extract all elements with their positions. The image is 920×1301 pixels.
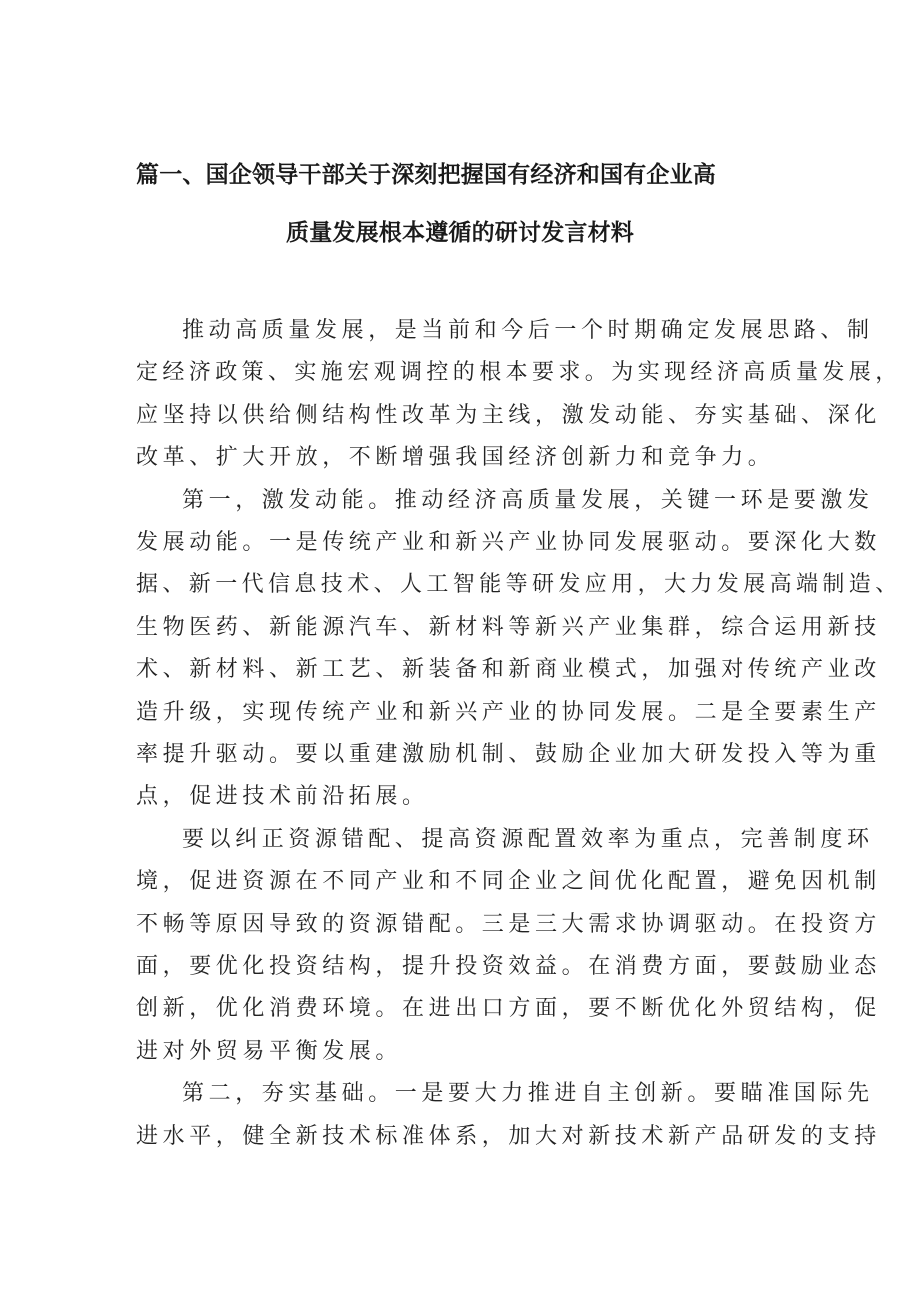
paragraph-line: 进水平，健全新技术标准体系，加大对新技术新产品研发的支持 bbox=[136, 1124, 881, 1149]
paragraph-line: 术、新材料、新工艺、新装备和新商业模式，加强对传统产业改 bbox=[136, 657, 881, 682]
paragraph-line: 定经济政策、实施宏观调控的根本要求。为实现经济高质量发展， bbox=[136, 360, 902, 385]
paragraph-line: 率提升驱动。要以重建激励机制、鼓励企业加大研发投入等为重 bbox=[136, 742, 881, 767]
paragraph-line: 面，要优化投资结构，提升投资效益。在消费方面，要鼓励业态 bbox=[136, 954, 881, 979]
document-title-line-2: 质量发展根本遵循的研讨发言材料 bbox=[286, 220, 634, 246]
paragraph-line: 不畅等原因导致的资源错配。三是三大需求协调驱动。在投资方 bbox=[136, 912, 881, 937]
paragraph-line: 改革、扩大开放，不断增强我国经济创新力和竞争力。 bbox=[136, 445, 775, 470]
paragraph-line: 应坚持以供给侧结构性改革为主线，激发动能、夯实基础、深化 bbox=[136, 403, 881, 428]
paragraph-line: 推动高质量发展，是当前和今后一个时期确定发展思路、制 bbox=[182, 318, 874, 343]
paragraph-line: 据、新一代信息技术、人工智能等研发应用，大力发展高端制造、 bbox=[136, 572, 902, 597]
paragraph-line: 点，促进技术前沿拓展。 bbox=[136, 784, 429, 809]
paragraph-line: 发展动能。一是传统产业和新兴产业协同发展驱动。要深化大数 bbox=[136, 530, 881, 555]
document-title-line-1: 篇一、国企领导干部关于深刻把握国有经济和国有企业高 bbox=[136, 162, 716, 188]
paragraph-line: 创新，优化消费环境。在进出口方面，要不断优化外贸结构，促 bbox=[136, 996, 881, 1021]
paragraph-line: 境，促进资源在不同产业和不同企业之间优化配置，避免因机制 bbox=[136, 869, 881, 894]
paragraph-line: 要以纠正资源错配、提高资源配置效率为重点，完善制度环 bbox=[182, 827, 874, 852]
paragraph-line: 第一，激发动能。推动经济高质量发展，关键一环是要激发 bbox=[182, 488, 874, 513]
paragraph-line: 第二，夯实基础。一是要大力推进自主创新。要瞄准国际先 bbox=[182, 1081, 874, 1106]
paragraph-line: 进对外贸易平衡发展。 bbox=[136, 1039, 403, 1064]
paragraph-line: 生物医药、新能源汽车、新材料等新兴产业集群，综合运用新技 bbox=[136, 615, 881, 640]
paragraph-line: 造升级，实现传统产业和新兴产业的协同发展。二是全要素生产 bbox=[136, 700, 881, 725]
